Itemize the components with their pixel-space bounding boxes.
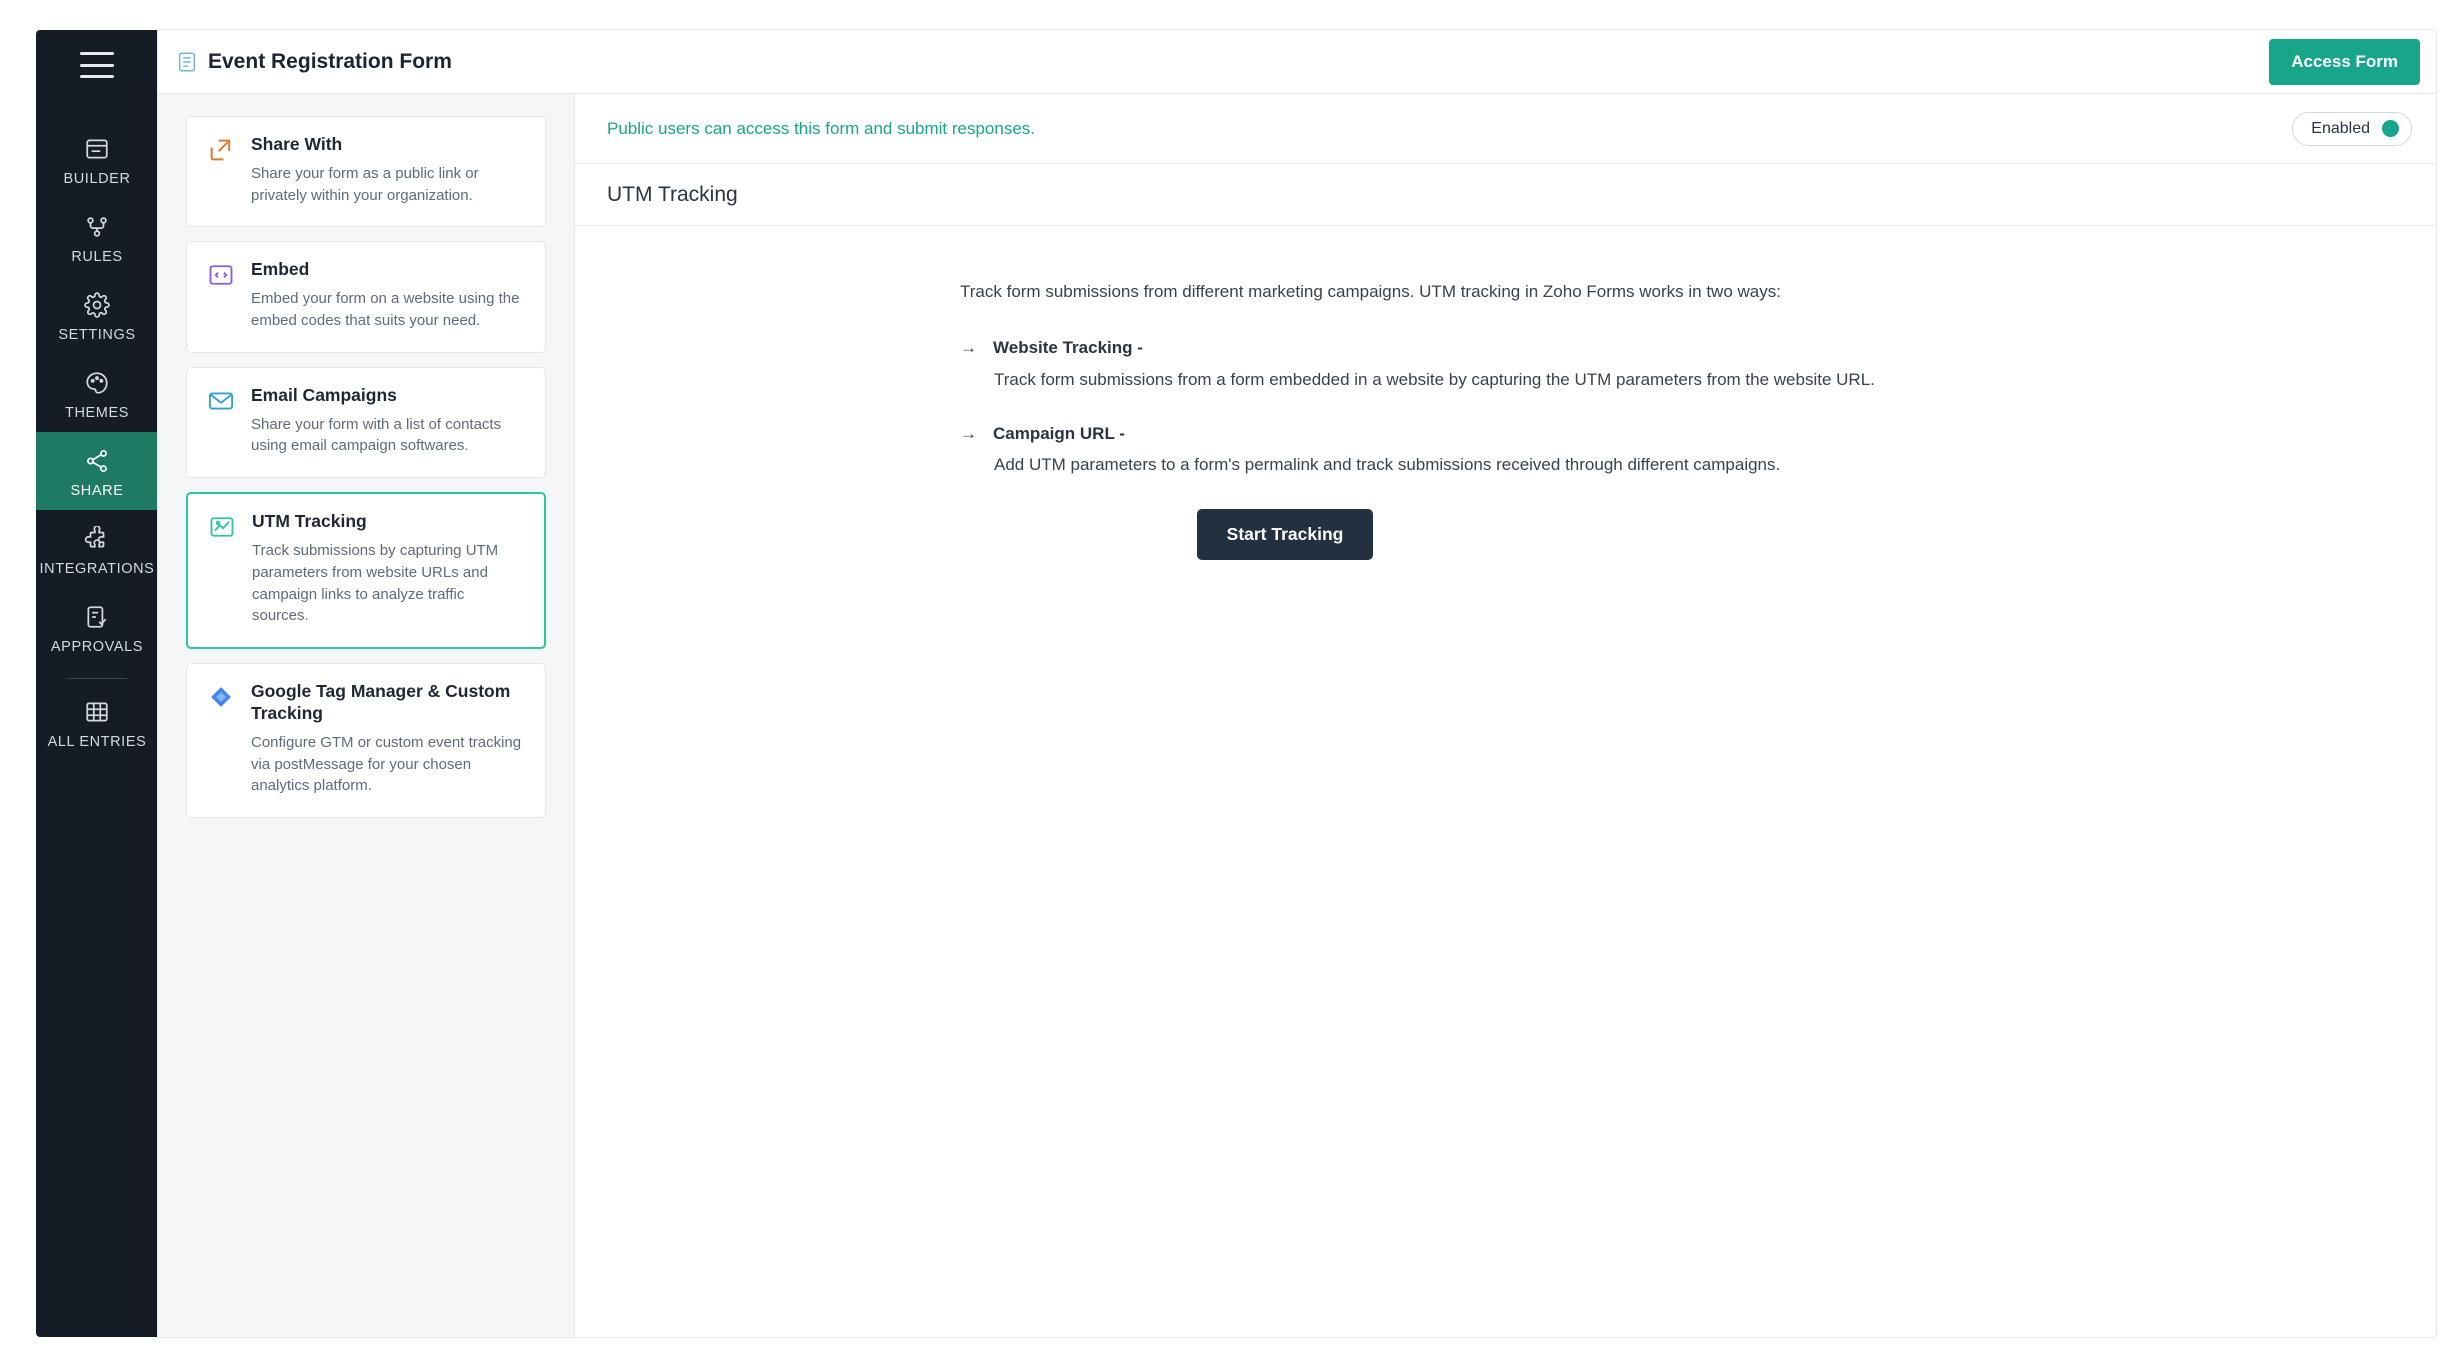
gear-icon [84, 290, 110, 320]
section-header [575, 164, 2436, 226]
public-access-notice [575, 94, 2436, 164]
sidebar-item-share[interactable] [36, 432, 158, 510]
bullet-description: Add UTM parameters to a form's permalink and track submissions received through different campaigns. [994, 455, 1781, 475]
bullet-title: Website Tracking - [993, 338, 1143, 357]
email-campaign-icon [207, 385, 237, 457]
card-utm-tracking[interactable] [186, 492, 546, 649]
bullet-description: Track form submissions from a form embedded in a website by capturing the UTM parameters from the website URL. [994, 369, 1875, 389]
bullet-title: Campaign URL - [993, 423, 1125, 443]
sidebar-item-settings[interactable] [36, 276, 158, 354]
sidebar-item-label: RULES [71, 249, 123, 265]
sidebar-item-rules[interactable] [36, 198, 158, 276]
public-access-toggle[interactable] [2292, 112, 2412, 146]
card-description: Share your form with a list of contacts using email campaign softwares. [251, 415, 502, 455]
integrations-icon [84, 524, 110, 554]
arrow-icon: → [960, 338, 977, 357]
card-email-campaigns[interactable] [186, 367, 546, 478]
sidebar-item-label: BUILDER [63, 171, 131, 187]
panel-inner [960, 282, 2030, 560]
sidebar-item-builder[interactable] [36, 120, 158, 198]
card-google-tag-manager[interactable] [186, 663, 546, 818]
panel-lead-text: Track form submissions from different marketing campaigns. UTM tracking in Zoho Forms works in two ways: [960, 282, 1781, 301]
google-tag-manager-icon [207, 681, 237, 797]
card-description: Track submissions by capturing UTM parameters from website URLs and campaign links to analyze traffic sources. [252, 542, 499, 625]
share-arrow-icon [207, 134, 237, 206]
utm-chart-icon [208, 511, 238, 627]
card-share-with[interactable] [186, 116, 546, 227]
page-title: Event Registration Form [208, 49, 452, 73]
body-row [158, 94, 2436, 1337]
utm-panel [575, 94, 2436, 1337]
card-description: Embed your form on a website using the embed codes that suits your need. [251, 290, 520, 329]
start-tracking-button[interactable]: Start Tracking [1197, 509, 1374, 560]
share-icon [84, 446, 110, 476]
hamburger-icon[interactable] [80, 52, 114, 78]
access-form-button[interactable]: Access Form [2269, 39, 2420, 85]
sidebar-item-label: SHARE [70, 483, 124, 499]
panel-body [575, 226, 2436, 1337]
sidebar-item-all-entries[interactable] [36, 683, 158, 761]
sidebar-item-label: THEMES [64, 405, 130, 421]
sidebar-item-label: ALL ENTRIES [47, 734, 147, 750]
form-document-icon [176, 50, 198, 74]
share-options-list [158, 94, 575, 1337]
toggle-indicator [2382, 120, 2399, 137]
code-embed-icon [207, 259, 237, 331]
sidebar-item-themes[interactable] [36, 354, 158, 432]
sidebar-item-integrations[interactable] [36, 510, 158, 588]
rules-icon [84, 212, 110, 242]
topbar [158, 30, 2436, 94]
card-title: Embed [251, 259, 310, 280]
main-content [158, 30, 2436, 1337]
builder-icon [84, 134, 110, 164]
arrow-icon: → [960, 423, 977, 443]
card-description: Share your form as a public link or privately within your organization. [251, 164, 479, 204]
sidebar-item-approvals[interactable] [36, 588, 158, 666]
card-description: Configure GTM or custom event tracking via postMessage for your chosen analytics platform. [251, 733, 522, 795]
sidebar-item-label: INTEGRATIONS [39, 561, 155, 577]
card-title: Share With [251, 134, 343, 154]
card-title: Email Campaigns [251, 384, 397, 405]
sidebar [36, 30, 158, 1337]
sidebar-divider [67, 678, 127, 679]
start-tracking-wrap [960, 509, 2030, 560]
bullet-website-tracking [960, 336, 2030, 360]
table-icon [84, 697, 110, 727]
approvals-icon [84, 602, 110, 632]
toggle-label: Enabled [2311, 119, 2370, 137]
bullet-campaign-url [960, 422, 2030, 446]
sidebar-item-label: APPROVALS [50, 639, 144, 655]
section-title: UTM Tracking [607, 182, 738, 206]
sidebar-item-label: SETTINGS [58, 327, 136, 343]
card-title: UTM Tracking [252, 511, 367, 532]
themes-icon [84, 368, 110, 398]
card-embed[interactable] [186, 241, 546, 352]
card-title: Google Tag Manager & Custom Tracking [251, 681, 511, 723]
notice-text: Public users can access this form and submit responses. [607, 118, 1036, 138]
